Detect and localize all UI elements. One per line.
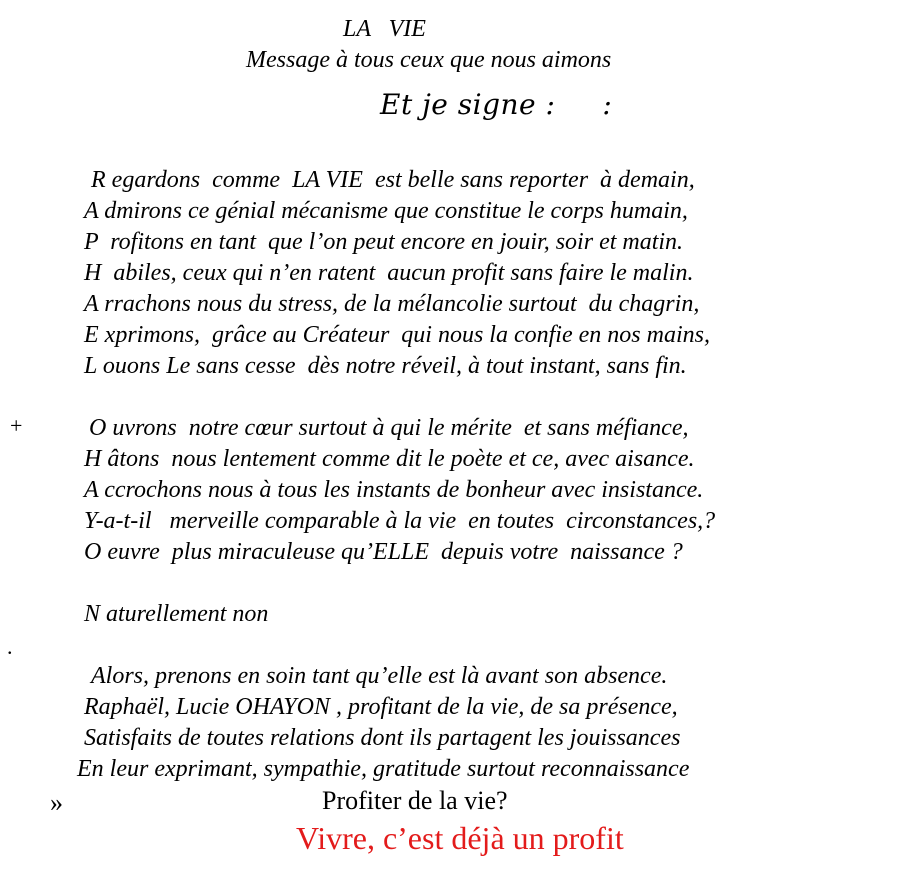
stanza2-line-5: O euvre plus miraculeuse qu’ELLE depuis votre naissance ?: [84, 539, 683, 565]
stanza1-line-5: A rrachons nous du stress, de la mélancolie surtout du chagrin,: [84, 291, 700, 317]
stanza2-line-4: Y-a-t-il merveille comparable à la vie en toutes circonstances,?: [84, 508, 716, 534]
stanza2-line-2: H âtons nous lentement comme dit le poète et ce, avec aisance.: [84, 446, 695, 472]
closing-quote: »: [50, 788, 63, 817]
signature-line: Et je signe : :: [380, 88, 613, 121]
stanza3-line: N aturellement non: [84, 601, 269, 627]
stanza4-line-2: Raphaël, Lucie OHAYON , profitant de la vie, de sa présence,: [84, 694, 678, 720]
question-line: Profiter de la vie?: [322, 786, 508, 815]
dot-mark: .: [7, 634, 13, 659]
stanza1-line-4: H abiles, ceux qui n’en ratent aucun profit sans faire le malin.: [84, 260, 694, 286]
plus-mark: +: [10, 413, 23, 438]
stanza1-line-1: R egardons comme LA VIE est belle sans reporter à demain,: [91, 167, 695, 193]
stanza2-line-1: O uvrons notre cœur surtout à qui le mérite et sans méfiance,: [89, 415, 689, 441]
stanza4-line-4: En leur exprimant, sympathie, gratitude surtout reconnaissance: [77, 756, 690, 782]
stanza1-line-3: P rofitons en tant que l’on peut encore en jouir, soir et matin.: [84, 229, 684, 255]
stanza1-line-7: L ouons Le sans cesse dès notre réveil, à tout instant, sans fin.: [84, 353, 687, 379]
answer-line: Vivre, c’est déjà un profit: [296, 820, 624, 856]
stanza4-line-1: Alors, prenons en soin tant qu’elle est là avant son absence.: [91, 663, 668, 689]
stanza1-line-2: A dmirons ce génial mécanisme que constitue le corps humain,: [84, 198, 688, 224]
poem-subtitle: Message à tous ceux que nous aimons: [246, 47, 612, 73]
stanza1-line-6: E xprimons, grâce au Créateur qui nous la confie en nos mains,: [84, 322, 710, 348]
stanza4-line-3: Satisfaits de toutes relations dont ils partagent les jouissances: [84, 725, 681, 751]
stanza2-line-3: A ccrochons nous à tous les instants de bonheur avec insistance.: [84, 477, 704, 503]
poem-title: LA VIE: [343, 16, 426, 42]
